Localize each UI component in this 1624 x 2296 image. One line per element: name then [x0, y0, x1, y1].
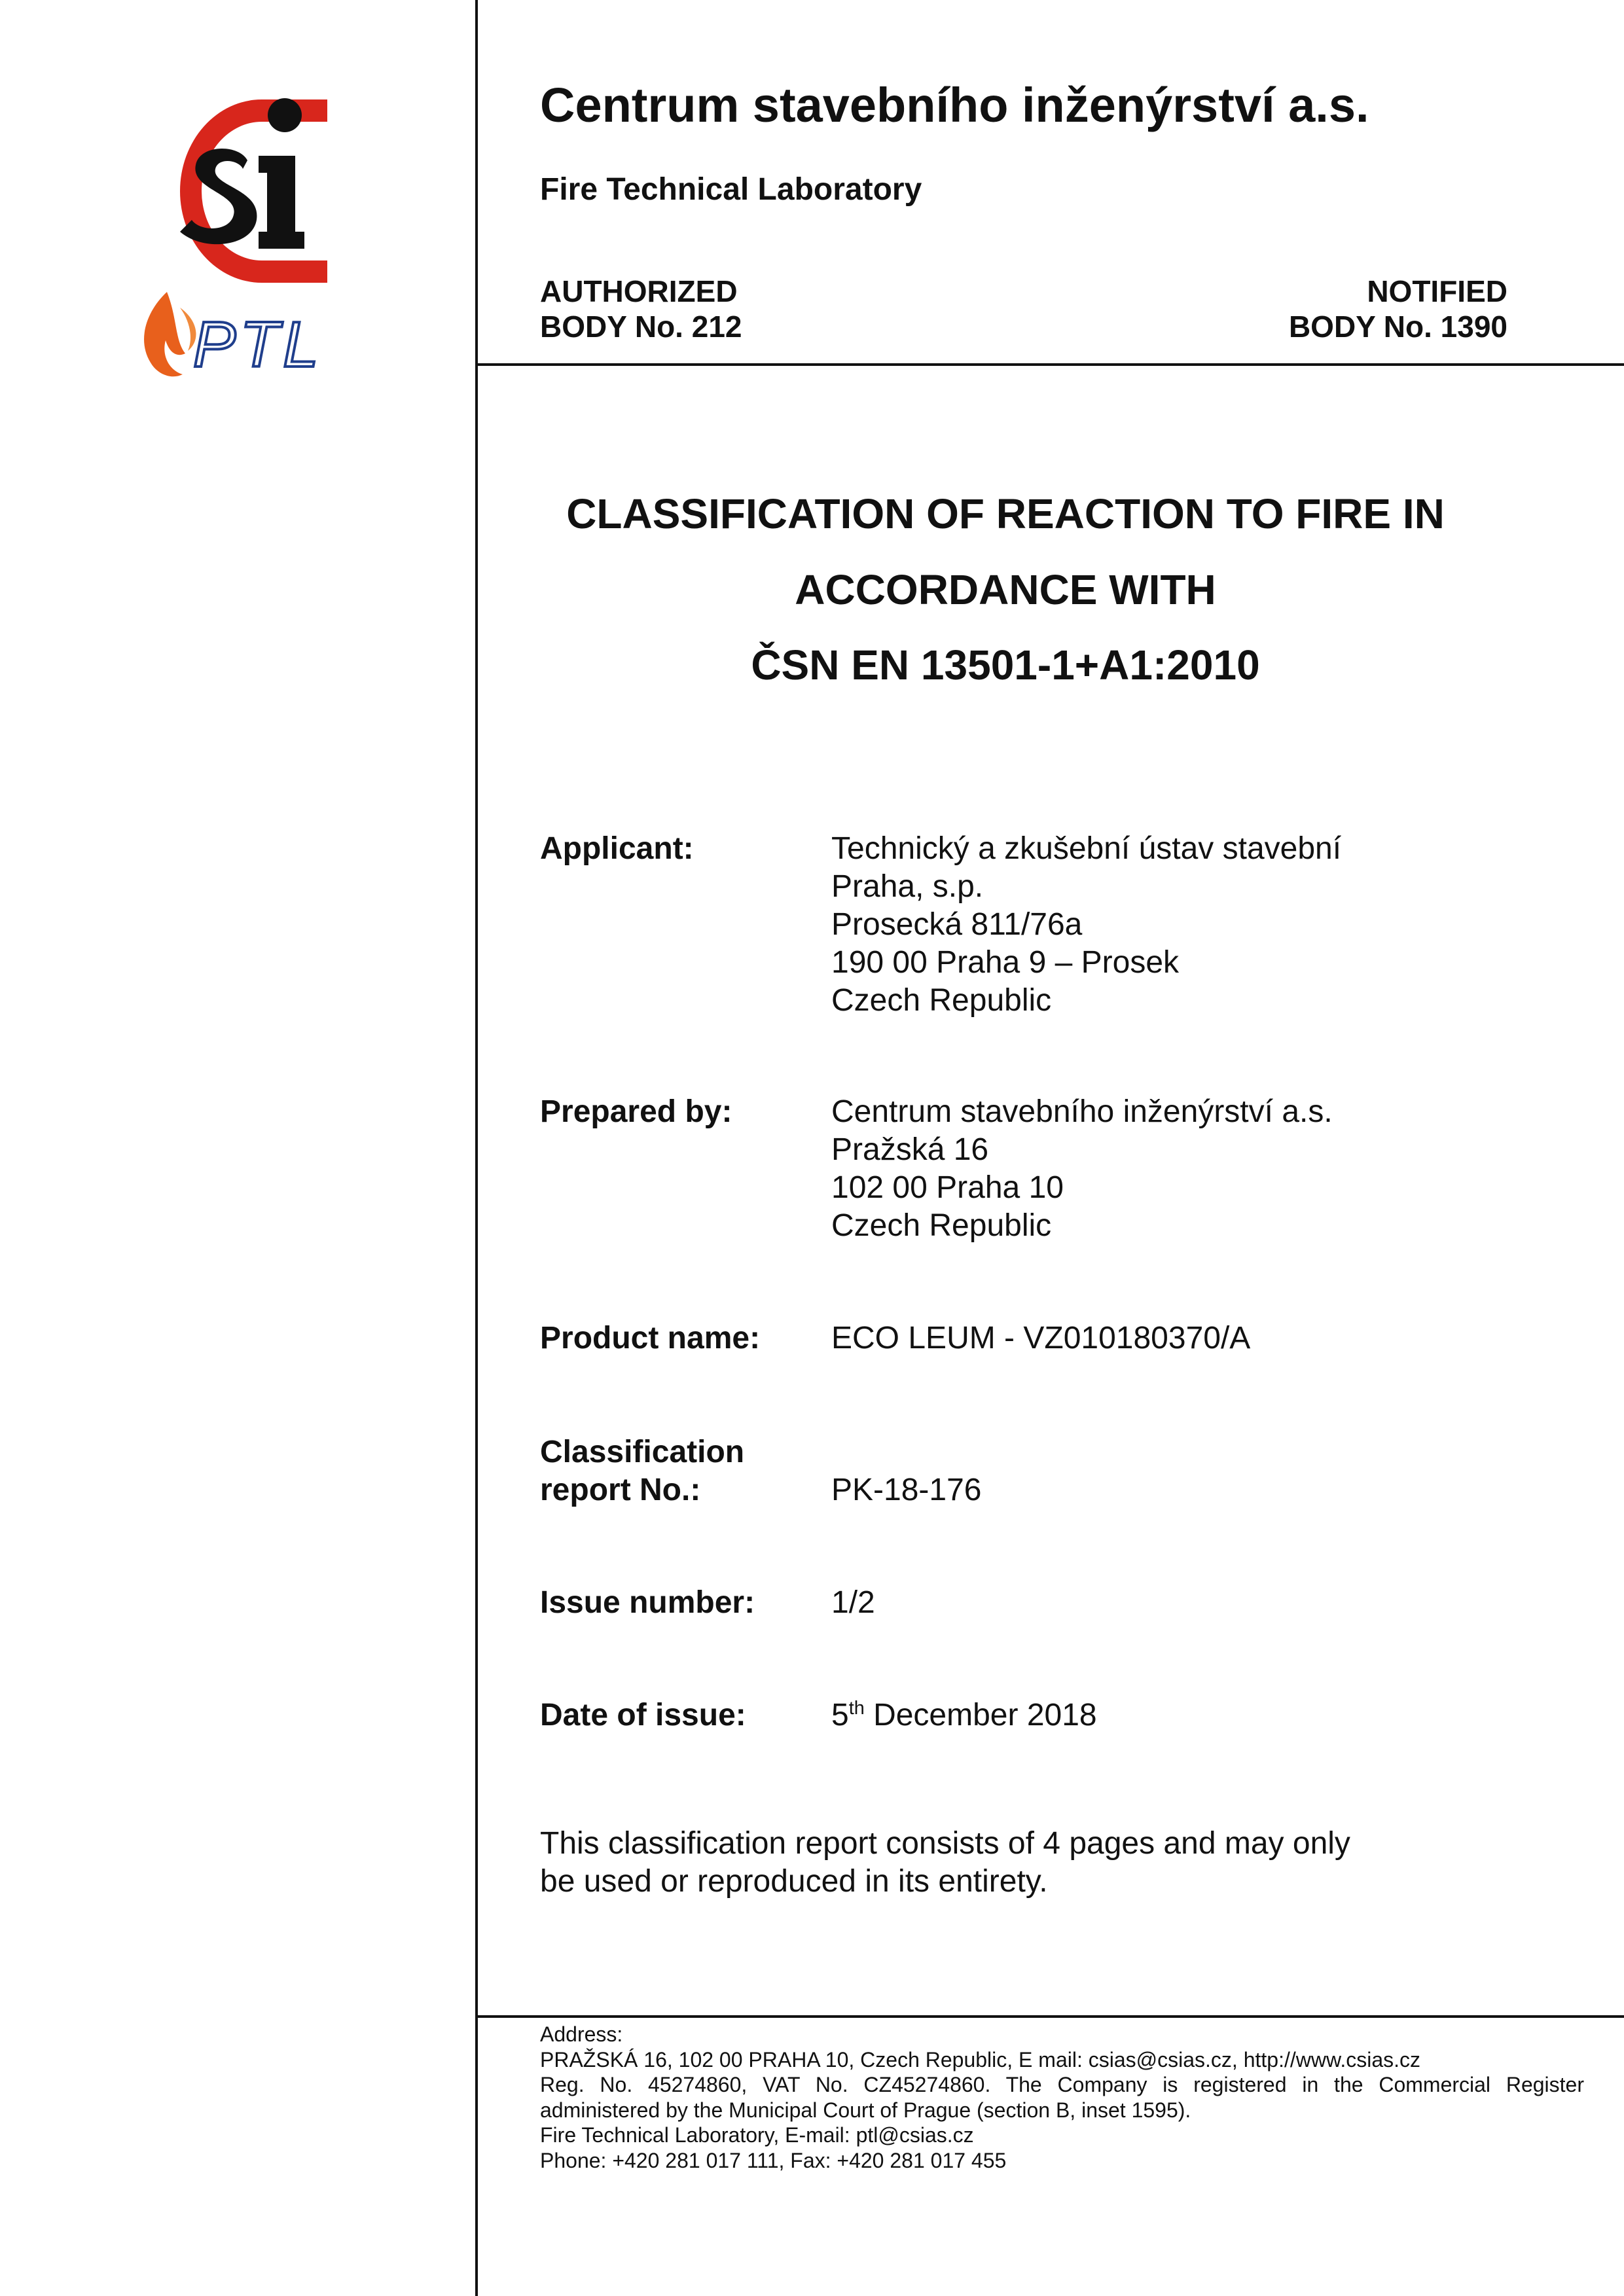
prepared-by-line: Centrum stavebního inženýrství a.s.	[831, 1094, 1333, 1129]
prepared-by-value	[831, 1093, 1333, 1245]
authorized-line2: BODY No. 212	[540, 310, 742, 344]
applicant-line: Prosecká 811/76a	[831, 907, 1083, 942]
notified-line2: BODY No. 1390	[1288, 310, 1507, 344]
issue-number-label: Issue number:	[540, 1585, 755, 1620]
footer-line5: Fire Technical Laboratory, E-mail: ptl@csias.cz	[540, 2123, 974, 2147]
date-day-suffix: th	[848, 1698, 865, 1719]
footer-divider	[475, 2015, 1624, 2018]
note-line1: This classification report consists of 4 pages and may only	[540, 1826, 1350, 1861]
classification-report-value: PK-18-176	[831, 1473, 982, 1507]
footer-line4: administered by the Municipal Court of Prague (section B, inset 1595).	[540, 2098, 1191, 2122]
classification-label-line2: report No.:	[540, 1473, 701, 1507]
prepared-by-line: Pražská 16	[831, 1132, 989, 1167]
applicant-label: Applicant:	[540, 831, 694, 866]
note-line2: be used or reproduced in its entirety.	[540, 1864, 1048, 1899]
authorized-line1: AUTHORIZED	[540, 274, 738, 308]
csi-ptl-logo	[128, 92, 344, 393]
classification-report-label	[540, 1433, 744, 1509]
footer-address	[540, 2022, 1584, 2173]
ptl-logo-mark	[144, 292, 323, 380]
laboratory-name: Fire Technical Laboratory	[540, 172, 922, 207]
prepared-by-label: Prepared by:	[540, 1094, 732, 1129]
applicant-line: Praha, s.p.	[831, 869, 984, 904]
footer-line6: Phone: +420 281 017 111, Fax: +420 281 017 455	[540, 2148, 1007, 2172]
date-month-year: December 2018	[864, 1698, 1097, 1732]
product-name-value: ECO LEUM - VZ010180370/A	[831, 1321, 1251, 1355]
header-divider	[475, 363, 1624, 366]
applicant-line: 190 00 Praha 9 – Prosek	[831, 945, 1180, 980]
footer-line1: Address:	[540, 2022, 623, 2046]
company-name: Centrum stavebního inženýrství a.s.	[540, 78, 1369, 132]
applicant-line: Czech Republic	[831, 983, 1052, 1018]
date-of-issue-label: Date of issue:	[540, 1698, 746, 1732]
footer-line2: PRAŽSKÁ 16, 102 00 PRAHA 10, Czech Republic, E mail: csias@csias.cz, http://www.csias.cz	[540, 2047, 1420, 2072]
prepared-by-line: 102 00 Praha 10	[831, 1170, 1064, 1205]
classification-label-line1: Classification	[540, 1435, 745, 1469]
vertical-divider	[475, 0, 478, 2296]
product-name-label: Product name:	[540, 1321, 761, 1355]
title-line2: ACCORDANCE WITH	[795, 566, 1216, 613]
title-line3: ČSN EN 13501-1+A1:2010	[751, 641, 1260, 689]
date-of-issue-value	[831, 1696, 1097, 1734]
applicant-line: Technický a zkušební ústav stavební	[831, 831, 1342, 866]
footer-line3: Reg. No. 45274860, VAT No. CZ45274860. The Company is registered in the Commercial Register	[540, 2073, 1584, 2096]
csi-logo-mark	[180, 98, 327, 283]
notified-line1: NOTIFIED	[1367, 274, 1507, 308]
authorized-body	[540, 274, 742, 344]
date-day: 5	[831, 1698, 849, 1732]
notified-body	[1289, 274, 1507, 344]
prepared-by-line: Czech Republic	[831, 1208, 1052, 1243]
svg-text:PTL: PTL	[193, 308, 323, 380]
issue-number-value: 1/2	[831, 1585, 875, 1620]
entirety-note	[540, 1825, 1350, 1901]
applicant-value	[831, 830, 1341, 1020]
title-line1: CLASSIFICATION OF REACTION TO FIRE IN	[566, 490, 1445, 537]
